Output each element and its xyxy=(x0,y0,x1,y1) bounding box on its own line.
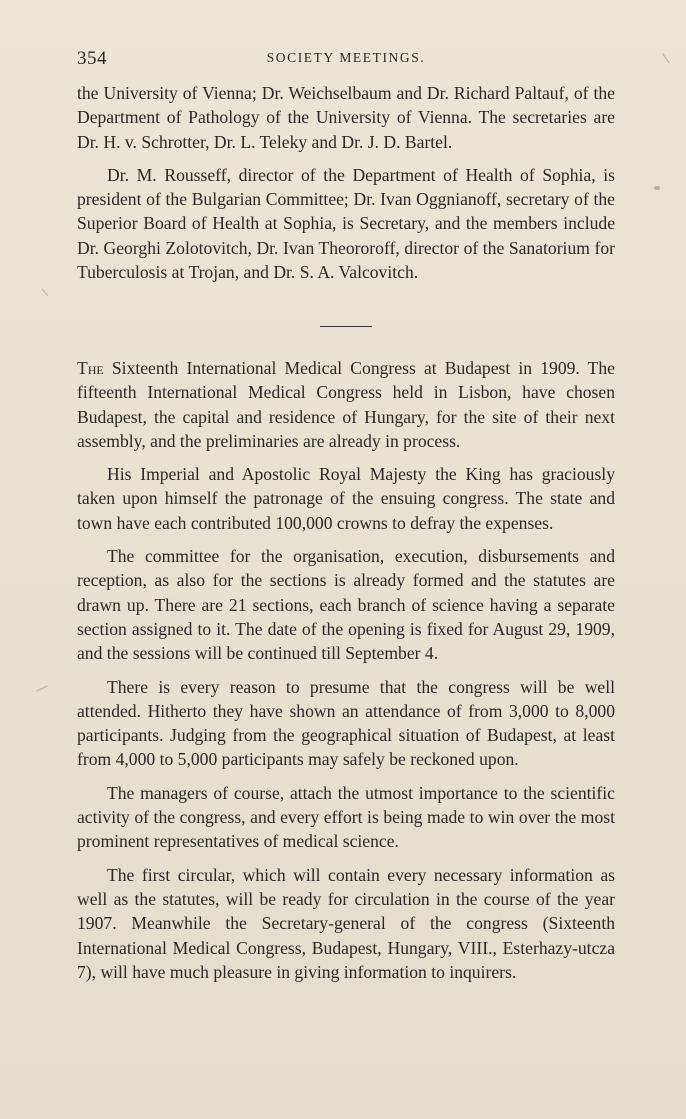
congress-intro-paragraph xyxy=(77,356,615,453)
committee-organisation-paragraph: The committee for the organisation, execution, disbursements and reception, as also for the sections is already formed and the statutes are drawn up. There are 21 sections, each branch of science having a separate section assigned to it. The date of the opening is fixed for August 29, 1909, and the sessions will be continued till September 4. xyxy=(77,546,615,664)
section-divider xyxy=(320,326,372,327)
society-committees-section xyxy=(77,81,615,284)
lead-word: The xyxy=(77,358,104,378)
first-circular-paragraph: The first circular, which will contain every necessary information as well as the statutes, will be ready for circulation in the course of the year 1907. Meanwhile the Secretary-general of the congress (Sixteenth International Medical Congress, Budapest, Hungary, VIII., Esterhazy-utcza 7), will have much pleasure in giving information to inquirers. xyxy=(77,864,615,982)
margin-mark xyxy=(36,686,47,692)
attendance-paragraph: There is every reason to presume that the congress will be well attended. Hitherto they have shown an attendance of from 3,000 to 8,000 participants. Judging from the geographical situation of Budapest, at least from 4,000 to 5,000 participants may safely be reckoned upon. xyxy=(77,676,615,770)
congress-intro-text: Sixteenth International Medical Congress at Budapest in 1909. The fifteenth International Medical Congress held in Lisbon, have chosen Budapest, the capital and residence of Hungary, for the site of their next assembly, and the preliminaries are already in process. xyxy=(77,358,615,451)
page-number: 354 xyxy=(77,48,107,69)
page-header xyxy=(77,48,615,72)
running-title: SOCIETY MEETINGS. xyxy=(266,50,426,65)
scientific-activity-paragraph: The managers of course, attach the utmost importance to the scientific activity of the congress, and every effort is being made to win over the most prominent representatives of medical science. xyxy=(77,782,615,852)
margin-mark xyxy=(654,186,660,190)
margin-mark xyxy=(41,288,48,296)
budapest-congress-section xyxy=(77,356,615,984)
margin-mark xyxy=(662,53,670,63)
bulgarian-committee-paragraph: Dr. M. Rousseff, director of the Department of Health of Sophia, is president of the Bulgarian Committee; Dr. Ivan Oggnianoff, secretary of the Superior Board of Health at Sophia, is Secretary, and the members include Dr. Georghi Zolotovitch, Dr. Ivan Theororoff, director of the Sanatorium for Tuberculosis at Trojan, and Dr. S. A. Valcovitch. xyxy=(77,164,615,283)
patronage-paragraph: His Imperial and Apostolic Royal Majesty the King has graciously taken upon himself the patronage of the ensuing congress. The state and town have each contributed 100,000 crowns to defray the expenses. xyxy=(77,464,615,533)
vienna-committee-paragraph: the University of Vienna; Dr. Weichselbaum and Dr. Richard Paltauf, of the Department of Pathology of the University of Vienna. The secretaries are Dr. H. v. Schrotter, Dr. L. Teleky and Dr. J. D. Bartel. xyxy=(77,83,615,152)
